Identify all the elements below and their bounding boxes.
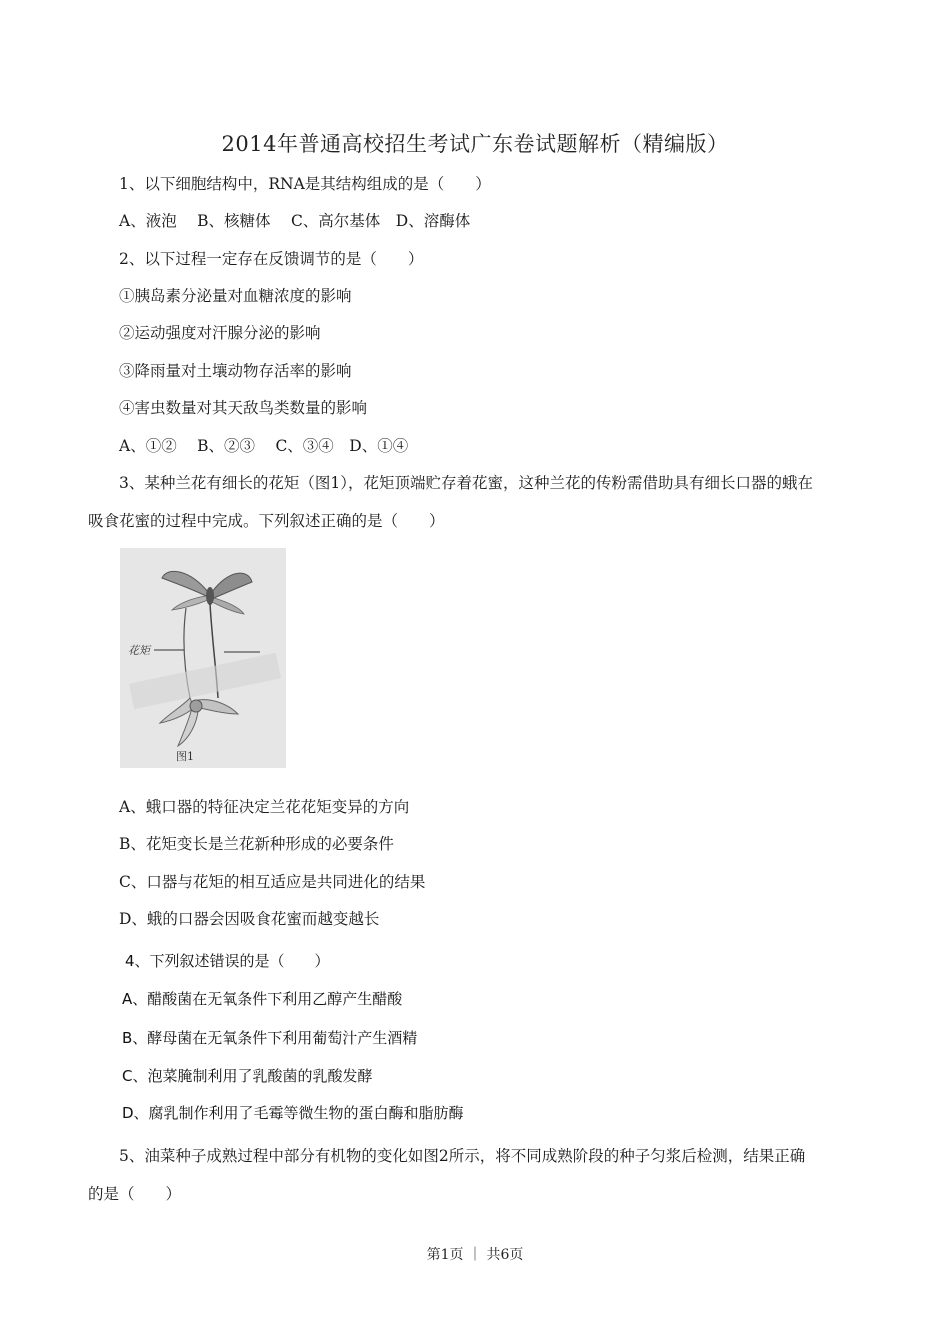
question-1-options: A、液泡 B、核糖体 C、高尔基体 D、溶酶体 [119, 212, 471, 230]
question-4-option: A、醋酸菌在无氧条件下利用乙醇产生醋酸 [122, 990, 403, 1008]
question-3-option: B、花矩变长是兰花新种形成的必要条件 [119, 835, 394, 853]
question-3-stem-line2: 吸食花蜜的过程中完成。下列叙述正确的是（ ） [88, 512, 445, 530]
question-2-stem: 2、以下过程一定存在反馈调节的是（ ） [119, 250, 424, 268]
page-title: 2014年普通高校招生考试广东卷试题解析（精编版） [221, 132, 729, 156]
question-1-stem: 1、以下细胞结构中，RNA是其结构组成的是（ ） [119, 175, 491, 193]
question-3-option: D、蛾的口器会因吸食花蜜而越变越长 [119, 910, 380, 928]
question-5-stem-line1: 5、油菜种子成熟过程中部分有机物的变化如图2所示，将不同成熟阶段的种子匀浆后检测，结果正确 [119, 1147, 806, 1165]
question-5-stem-line2: 的是（ ） [88, 1185, 182, 1203]
page-footer: 第1页 ｜ 共6页 [426, 1247, 524, 1263]
question-4-stem: 4、下列叙述错误的是（ ） [125, 952, 330, 970]
figure-caption: 图1 [176, 750, 194, 763]
question-4-option: C、泡菜腌制利用了乳酸菌的乳酸发酵 [122, 1067, 373, 1085]
question-3-option: A、蛾口器的特征决定兰花花矩变异的方向 [119, 798, 410, 816]
question-2-options: A、①② B、②③ C、③④ D、①④ [119, 437, 409, 455]
orchid-illustration [120, 548, 286, 768]
orchid-figure [120, 548, 286, 768]
question-2-item: ④害虫数量对其天敌鸟类数量的影响 [119, 399, 368, 417]
question-3-stem-line1: 3、某种兰花有细长的花矩（图1），花矩顶端贮存着花蜜，这种兰花的传粉需借助具有细长口器的蛾在 [119, 474, 813, 492]
question-2-item: ③降雨量对土壤动物存活率的影响 [119, 362, 352, 380]
question-2-item: ①胰岛素分泌量对血糖浓度的影响 [119, 287, 352, 305]
figure-label-spur: 花矩 [128, 644, 150, 657]
question-3-option: C、口器与花矩的相互适应是共同进化的结果 [119, 873, 426, 891]
question-4-option: D、腐乳制作利用了毛霉等微生物的蛋白酶和脂肪酶 [122, 1104, 464, 1122]
question-4-option: B、酵母菌在无氧条件下利用葡萄汁产生酒精 [122, 1029, 418, 1047]
question-2-item: ②运动强度对汗腺分泌的影响 [119, 324, 321, 342]
